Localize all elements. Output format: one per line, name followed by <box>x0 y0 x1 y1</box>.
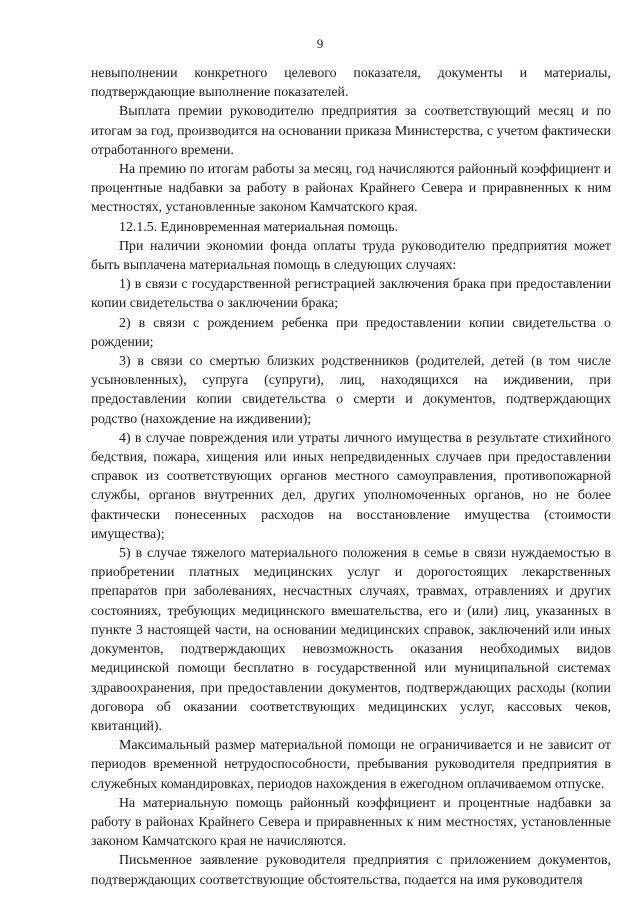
paragraph: Выплата премии руководителю предприятия за соответствующий месяц и по итогам за год, производится на основании приказа Министерства, с учетом фактически отработанного времени. <box>91 104 611 158</box>
paragraph: Максимальный размер материальной помощи не ограничивается и не зависит от периодов временной нетрудоспособности, пребывания руководителя предприятия в служебных командировках, периодов нахождения в ежегодном оплачиваемом отпуске. <box>91 738 611 792</box>
paragraph: На материальную помощь районный коэффициент и процентные надбавки за работу в районах Крайнего Севера и приравненных к ним местностях, установленные законом Камчатского края не начисляются. <box>91 795 611 850</box>
paragraph: 12.1.5. Единовременная материальная помощь. <box>119 219 399 235</box>
paragraph: 1) в связи с государственной регистрацией заключения брака при предоставлении копии свидетельства о заключении брака; <box>91 277 611 312</box>
paragraph: 4) в случае повреждения или утраты личного имущества в результате стихийного бедствия, пожара, хищения или иных непредвиденных случаев при предоставлении справок из соответствующих органов местного самоуправления, противопожарной службы, органов внутренних дел, других уполномоченных органов, но не более фактически понесенных расходов на восстановление имущества (стоимости имущества); <box>91 430 611 542</box>
paragraph: При наличии экономии фонда оплаты труда руководителю предприятия может быть выплачена материальная помощь в следующих случаях: <box>91 238 611 274</box>
page-number: 9 <box>316 36 324 51</box>
paragraph: невыполнении конкретного целевого показателя, документы и материалы, подтверждающие выполнение показателей. <box>91 66 611 101</box>
paragraph: 2) в связи с рождением ребенка при предоставлении копии свидетельства о рождении; <box>91 315 611 350</box>
document-body <box>91 64 611 890</box>
paragraph: 3) в связи со смертью близких родственников (родителей, детей (в том числе усыновленных), супруга (супруги), лиц, находящихся на иждивении, при предоставлении копии свидетельства о смерти и документов, подтверждающих родство (нахождение на иждивении); <box>91 354 611 427</box>
paragraph: На премию по итогам работы за месяц, год начисляются районный коэффициент и процентные надбавки за работу в районах Крайнего Севера и приравненных к ним местностях, установленные законом Камчатского края. <box>91 162 611 216</box>
paragraph: Письменное заявление руководителя предприятия с приложением документов, подтверждающих соответствующие обстоятельства, подается на имя руководителя <box>91 853 611 888</box>
paragraph: 5) в случае тяжелого материального положения в семье в связи нуждаемостью в приобретении платных медицинских услуг и дорогостоящих лекарственных препаратов при заболеваниях, несчастных случаях, травмах, отравлениях и других состояниях, требующих медицинского вмешательства, его и (или) лиц, указанных в пункте 3 настоящей части, на основании медицинских справок, заключений или иных документов, подтверждающих невозможность оказания необходимых видов медицинской помощи бесплатно в государственной или муниципальной системах здравоохранения, при предоставлении документов, подтверждающих расходы (копии договора об оказании соответствующих медицинских услуг, кассовых чеков, квитанций). <box>91 546 611 734</box>
